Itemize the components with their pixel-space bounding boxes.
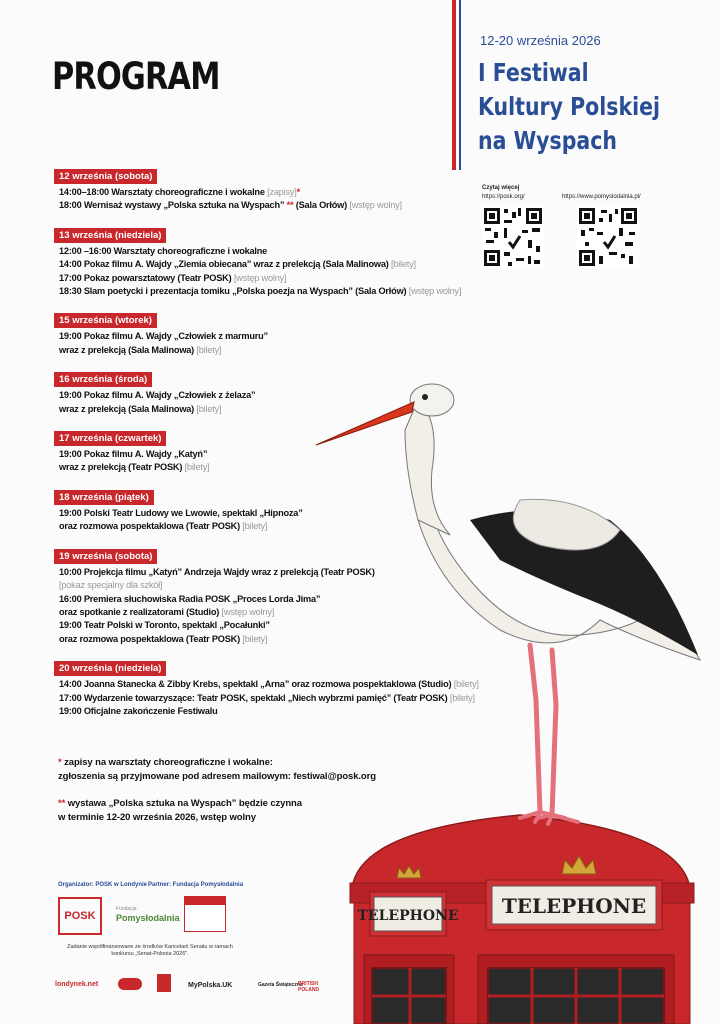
program-title: PROGRAM bbox=[52, 55, 220, 98]
event-text: wraz z prelekcją (Teatr POSK) bbox=[59, 462, 183, 473]
schedule-day bbox=[54, 166, 454, 213]
event-tag: [wstęp wolny] bbox=[349, 200, 402, 211]
schedule-day bbox=[54, 546, 454, 646]
sponsor-square-icon bbox=[157, 974, 171, 992]
event-line bbox=[54, 448, 454, 461]
funding-note: Zadanie współfinansowane ze środków Kancelarii Senatu w ramach konkursu „Senat-Polonia 2026”. bbox=[67, 944, 233, 957]
qr-url-posk[interactable]: https://posk.org/ bbox=[482, 194, 525, 200]
event-tag: [bilety] bbox=[390, 259, 416, 270]
event-line bbox=[54, 461, 454, 474]
event-tag: [wstęp wolny] bbox=[221, 606, 275, 617]
event-tag: [bilety] bbox=[196, 403, 222, 414]
event-tag: [pokaz specjalny dla szkół] bbox=[59, 580, 163, 591]
event-line bbox=[54, 403, 454, 416]
event-text: 18:30 Slam poetycki i prezentacja tomiku „Polska poezja na Wyspach” (Sala Orłów) bbox=[59, 286, 407, 297]
partner-label: Partner: Fundacja Pomysłodalnia bbox=[148, 882, 244, 888]
event-text: 19:00 Teatr Polski w Toronto, spektakl „Pocałunki” bbox=[59, 620, 270, 631]
booth-sign-right: TELEPHONE bbox=[501, 894, 647, 918]
event-tag: [bilety] bbox=[184, 462, 210, 473]
schedule-day bbox=[54, 487, 454, 534]
event-text: 10:00 Projekcja filmu „Katyń” Andrzeja Wajdy wraz z prelekcją (Teatr POSK) bbox=[59, 566, 375, 577]
event-line bbox=[54, 705, 454, 718]
sponsor-gazeta[interactable]: Gazeta Świąteczna bbox=[258, 982, 303, 988]
event-line bbox=[54, 389, 454, 402]
event-text: 18:00 Wernisaż wystawy „Polska sztuka na Wyspach” bbox=[59, 200, 285, 211]
event-text: 19:00 Pokaz filmu A. Wajdy „Katyń” bbox=[59, 449, 208, 460]
event-tag: [bilety] bbox=[242, 633, 268, 644]
event-text: 14:00 Pokaz filmu A. Wajdy „Ziemia obiecana” wraz z prelekcją (Sala Malinowa) bbox=[59, 259, 389, 270]
event-footnote-star: * bbox=[296, 187, 301, 197]
event-line bbox=[54, 285, 462, 298]
day-header: 13 września (niedziela) bbox=[54, 228, 166, 243]
sponsor-londynek[interactable]: londynek.net bbox=[55, 981, 99, 988]
event-text: 19:00 Oficjalne zakończenie Festiwalu bbox=[59, 705, 218, 716]
event-text: oraz rozmowa pospektaklowa (Teatr POSK) bbox=[59, 633, 240, 644]
event-tag: [bilety] bbox=[449, 692, 475, 703]
event-line bbox=[54, 258, 454, 271]
festival-dates: 12-20 września 2026 bbox=[480, 33, 601, 48]
day-header: 15 września (wtorek) bbox=[54, 313, 157, 328]
event-line bbox=[54, 507, 454, 520]
festival-title: I Festiwal Kultury Polskiej na Wyspach bbox=[478, 58, 661, 155]
notes: * zapisy na warsztaty choreograficzne i wokalne: zgłoszenia są przyjmowane pod adresem mailowym: festiwal@posk.org ** wystawa „Polska sztuka na Wyspach” będzie czynna w terminie 12-20 września 2026, wstęp wolny bbox=[58, 757, 376, 823]
event-line bbox=[54, 633, 454, 646]
event-text: 16:00 Premiera słuchowiska Radia POSK „Proces Lorda Jima” bbox=[59, 593, 321, 604]
day-header: 18 września (piątek) bbox=[54, 490, 154, 505]
event-text: oraz rozmowa pospektaklowa (Teatr POSK) bbox=[59, 521, 240, 532]
day-header: 16 września (środa) bbox=[54, 372, 152, 387]
event-tag: [wstęp wolny] bbox=[233, 272, 287, 283]
schedule-day bbox=[54, 658, 479, 718]
event-text: 17:00 Wydarzenie towarzyszące: Teatr POSK, spektakl „Niech wybrzmi pamięć” (Teatr POSK) bbox=[59, 692, 448, 703]
schedule-day bbox=[54, 310, 454, 357]
organizer-label: Organizator: POSK w Londynie bbox=[58, 882, 148, 888]
day-header: 12 września (sobota) bbox=[54, 169, 157, 184]
event-line bbox=[54, 678, 479, 691]
event-line bbox=[54, 692, 475, 705]
event-tag: [zapisy] bbox=[267, 187, 297, 197]
event-text: 12:00 –16:00 Warsztaty choreograficzne i wokalne bbox=[59, 245, 268, 256]
day-header: 19 września (sobota) bbox=[54, 549, 157, 564]
event-text: 14:00–18:00 Warsztaty choreograficzne i wokalne bbox=[59, 187, 265, 197]
fundacja-small: Fundacja bbox=[116, 906, 137, 912]
event-text: 14:00 Joanna Stanecka & Zibby Krebs, spektakl „Arna” oraz rozmowa pospektaklowa (Studio) bbox=[59, 679, 452, 690]
event-text: wraz z prelekcją (Sala Malinowa) bbox=[59, 344, 195, 355]
event-line bbox=[54, 520, 454, 533]
sponsor-british-poland[interactable]: BRITISH POLAND bbox=[298, 981, 320, 993]
schedule-day bbox=[54, 428, 454, 475]
event-line bbox=[54, 344, 454, 357]
pomyslodalnia-logo: Pomysłodalnia bbox=[116, 913, 180, 923]
sponsor-badge-icon bbox=[118, 978, 142, 990]
event-line bbox=[54, 186, 454, 199]
event-tag: [bilety] bbox=[196, 344, 222, 355]
day-header: 20 września (niedziela) bbox=[54, 661, 166, 676]
event-line bbox=[54, 272, 454, 285]
sponsor-mypolska[interactable]: MyPolska.UK bbox=[188, 982, 233, 989]
event-tag: [wstęp wolny] bbox=[408, 286, 462, 297]
event-line bbox=[54, 245, 454, 258]
schedule-list bbox=[54, 166, 479, 730]
event-line bbox=[54, 199, 454, 212]
event-text: oraz spotkanie z realizatorami (Studio) bbox=[59, 606, 220, 617]
event-text: 19:00 Polski Teatr Ludowy we Lwowie, spektakl „Hipnoza” bbox=[59, 507, 303, 518]
event-venue: (Sala Orłów) bbox=[295, 200, 347, 211]
event-line bbox=[54, 619, 454, 632]
event-line bbox=[54, 606, 454, 619]
qr-url-pomyslodalnia[interactable]: https://www.pomyslodalnia.pl/ bbox=[562, 194, 641, 200]
booth-sign-left: TELEPHONE bbox=[357, 908, 459, 924]
event-text: 19:00 Pokaz filmu A. Wajdy „Człowiek z żelaza” bbox=[59, 390, 256, 401]
event-line bbox=[54, 593, 454, 606]
senat-logo-icon bbox=[184, 896, 226, 932]
event-text: wraz z prelekcją (Sala Malinowa) bbox=[59, 403, 195, 414]
event-tag: [bilety] bbox=[242, 521, 268, 532]
event-text: 17:00 Pokaz powarsztatowy (Teatr POSK) bbox=[59, 272, 232, 283]
event-footnote-star: ** bbox=[286, 200, 294, 211]
qr-read-more: Czytaj więcej bbox=[482, 185, 520, 191]
event-tag: [bilety] bbox=[453, 679, 479, 690]
event-text: 19:00 Pokaz filmu A. Wajdy „Człowiek z marmuru” bbox=[59, 331, 268, 342]
day-header: 17 września (czwartek) bbox=[54, 431, 166, 446]
posk-logo: POSK bbox=[58, 897, 102, 935]
event-line bbox=[54, 330, 454, 343]
schedule-day bbox=[54, 225, 462, 299]
event-line bbox=[54, 566, 454, 579]
event-line bbox=[54, 579, 454, 592]
schedule-day bbox=[54, 369, 454, 416]
